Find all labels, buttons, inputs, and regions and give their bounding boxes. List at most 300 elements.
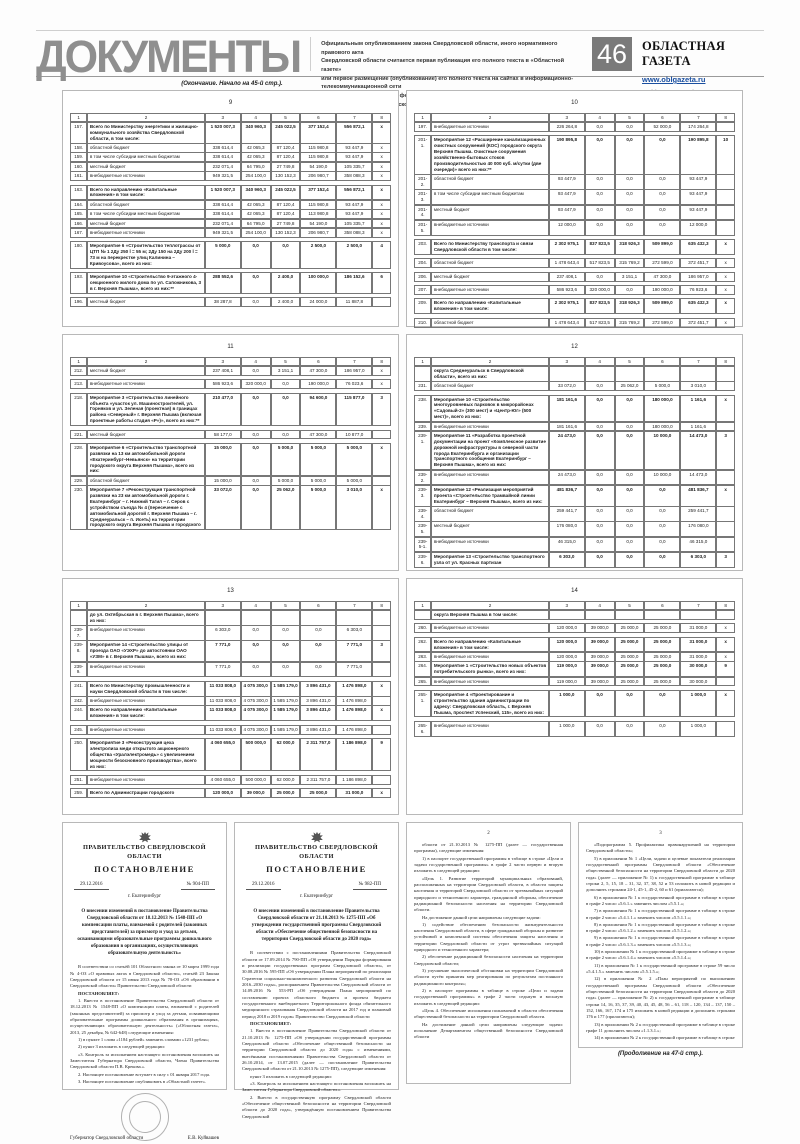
table-row (70, 443, 391, 476)
paragraph: 3) улучшение экологической обстановки на территории Свердловской области путём принятия мер реагирования по результатам постоянного радиационного контроля»; (414, 968, 563, 986)
table-cell: Всего по Администрации городского (87, 788, 204, 798)
table-cell: 4 (585, 357, 615, 367)
table-row (70, 662, 391, 678)
table-cell: 4 (585, 601, 615, 611)
table-row (414, 220, 735, 236)
table-cell: 7 771,0 (205, 662, 241, 678)
table-cell (585, 610, 615, 620)
table-cell: 226 264,8 (549, 122, 585, 132)
table-cell: 11 033 808,0 (205, 681, 241, 697)
table-cell: 76 923,6 (680, 285, 716, 295)
table-cell: 115 877,0 (336, 393, 372, 426)
table-cell: x (372, 788, 391, 798)
table-cell: 0,0 (644, 506, 680, 522)
table-cell: областной бюджет (431, 381, 548, 391)
newspaper-title: ОБЛАСТНАЯ ГАЗЕТА (642, 39, 726, 68)
table-cell: 180. (70, 241, 87, 269)
table-cell: x (372, 162, 391, 172)
budget-table-panel-14 (406, 578, 743, 815)
table-cell: 3 010,0 (680, 381, 716, 391)
table-cell: 204. (414, 258, 431, 268)
table-cell: областной бюджет (431, 174, 548, 190)
decree-place: г. Екатеринбург (127, 894, 162, 900)
table-cell: 338 614,4 (205, 143, 241, 153)
table-cell: 0,0 (585, 205, 615, 221)
table-cell: 8 (372, 113, 391, 123)
table-row (70, 625, 391, 641)
table-cell: 47 300,0 (644, 272, 680, 282)
table-cell: 181 161,6 (549, 395, 585, 423)
table-cell: 509 899,0 (644, 298, 680, 314)
table-cell: 0,0 (585, 220, 615, 236)
table-cell: 206 980,7 (300, 171, 336, 181)
table-row (414, 135, 735, 174)
table-cell: Мероприятие 6 «Строительство теплотрассы от ЦТП № 1 2Ду 250 l = 55 м; 2Ду 150 на 2Ду 200 l = 73 м на перекрестке улиц Калинина – Кривоусова», всего из них: (87, 241, 204, 269)
table-cell: 1 478 643,4 (549, 318, 585, 328)
table-cell: 0,0 (644, 521, 680, 537)
table-cell: 201-1. (414, 135, 431, 174)
table-cell: 239. (414, 422, 431, 432)
table-cell: 1 161,6 (680, 422, 716, 432)
table-cell (372, 430, 391, 440)
table-cell: 6 (644, 357, 680, 367)
table-row (414, 189, 735, 205)
table-cell: 0,0 (615, 395, 645, 423)
table-cell: 213. (70, 379, 87, 389)
paragraph: 13) в приложении № 2 к государственной программе в таблице в строке графе 11 дополнить числом «1.1.3.1.»; (586, 1021, 735, 1034)
table-cell: 190 000,0 (300, 379, 336, 389)
paragraph: ПОСТАНОВЛЯЕТ: (250, 1020, 292, 1026)
table-cell: 0,0 (300, 625, 336, 641)
table-cell: 42 065,3 (241, 143, 271, 153)
table-cell: 3 896 431,0 (300, 681, 336, 697)
table-cell: 556 872,1 (336, 185, 372, 201)
table-cell: внебюджетные источники (87, 725, 204, 735)
paragraph: 9) в приложении № 1 к государственной программе в таблице в строке в графе 2 число «5.6.1.3.» заменить числом «5.5.1.3.»; (586, 935, 735, 947)
table-cell: 0,0 (585, 521, 615, 537)
table-cell: 7 (336, 113, 372, 123)
table-row (70, 297, 391, 307)
table-cell: 0,0 (615, 690, 645, 718)
table-cell: 115 980,8 (300, 152, 336, 162)
table-cell: 0,0 (241, 241, 271, 269)
table-cell: 4 (241, 601, 271, 611)
table-cell: 87 120,4 (271, 209, 301, 219)
table-cell: 229. (70, 476, 87, 486)
paragraph: 2) пункт 3 изложить в следующей редакции: (78, 1044, 166, 1050)
table-cell: 24 473,0 (549, 470, 585, 486)
paragraph: 7) в приложении № 1 к государственной программе в таблице в строке в графе 2 число «5.4.1.1.» заменить числом «5.5.1.1.»; (586, 908, 735, 920)
paragraph: 5) в приложении № 1 «Цели, задачи и целевые показатели реализации государственной программы Свердловской области «Обеспечение общественной безопасности на территории Свердловской области до 2020 года» (далее — приложение № 1) к государственной программе в таблице строки 2, 5, 15, 18 – 31, 32, 37, 38, 52 и 53 изложить в новой редакции и дополнить строками 24-1, 45-1, 45-2, 60 и 61 (прилагаются); (586, 855, 735, 893)
paragraph: 3. Настоящее постановление опубликовать в «Областной газете». (78, 1078, 207, 1084)
table-cell: 239-5-1. (414, 537, 431, 553)
table-cell: 164. (70, 200, 87, 210)
table-cell: 265. (414, 677, 431, 687)
decree-number: № 982-ПП (353, 882, 387, 891)
table-cell: Мероприятие 11 «Разработка проектной документации на проект «Комплексное развитие дорожной инфраструктуры в северной части города Екатеринбурга и организации транспортного сообщения Екатеринбург – Верхняя Пышма», всего из них: (431, 431, 548, 470)
table-cell: 0,0 (615, 521, 645, 537)
table-cell: 0,0 (615, 537, 645, 553)
table-row (70, 228, 391, 238)
decree-org: ПРАВИТЕЛЬСТВО СВЕРДЛОВСКОЙ ОБЛАСТИ (254, 844, 379, 860)
table-cell: 239-1. (414, 431, 431, 470)
table-cell: Мероприятие 10 «Строительство 9-этажного 4-секционного жилого дома по ул. Сапожникова, 3 в г. Верхняя Пышма», всего из них:** (87, 272, 204, 294)
table-cell: 1 186 898,0 (336, 775, 372, 785)
table-cell: Мероприятие 3 «Реконструкция цеха электролиза меди открытого акционерного общества «Уралэлектромедь» с увеличением мощности безосновного производства», всего из них: (87, 738, 204, 771)
table-cell (716, 721, 735, 737)
table-cell: 1 585 179,0 (271, 705, 301, 721)
table-cell: 5 000,0 (271, 476, 301, 486)
table-cell (372, 610, 391, 626)
table-cell: 2 500,0 (336, 241, 372, 269)
table-cell: 837 823,5 (585, 298, 615, 314)
table-cell: x (716, 637, 735, 653)
table-cell: 239-4. (414, 506, 431, 522)
table-cell (372, 625, 391, 641)
table-cell (716, 220, 735, 236)
table-row (70, 366, 391, 376)
masthead-line: Свердловской области считается первая публикация его полного текста в «Областной газете» (321, 58, 565, 73)
table-cell: 25 000,0 (271, 788, 301, 798)
table-cell: внебюджетные источники (431, 537, 548, 553)
table-cell: 2 311 757,0 (300, 738, 336, 771)
table-cell: 160. (70, 162, 87, 172)
table-cell: внебюджетные источники (431, 721, 548, 737)
table-cell: 130 152,3 (271, 171, 301, 181)
paragraph: 1) содействие обеспечению безопасности жизнедеятельности населения Свердловской области, в сфере гражданской обороны и развитие устойчивой и комплексной системы обеспечения защиты населения и территории Свердловской области от угроз чрезвычайных ситуаций природного и техногенного характера; (414, 921, 563, 953)
table-cell: 25 000,0 (615, 661, 645, 677)
table-row (414, 298, 735, 314)
table-number: 12 (571, 344, 578, 350)
table-cell: 7 (680, 113, 716, 123)
table-cell: x (372, 219, 391, 229)
table-cell: 6 (644, 113, 680, 123)
table-cell: 39 000,0 (585, 677, 615, 687)
table-cell: 4 (241, 113, 271, 123)
table-cell: в том числе субсидии местным бюджетам (87, 209, 204, 219)
table-cell: 338 614,4 (205, 209, 241, 219)
table-cell: 0,0 (271, 393, 301, 426)
table-cell: 6 (300, 113, 336, 123)
paragraph: 6) в приложении № 1 к государственной программе в таблице в строке в графе 2 число «5.6.1.» заменить числом «5.5.1.»; (586, 894, 735, 906)
table-cell (372, 297, 391, 307)
table-cell: 0,0 (644, 485, 680, 507)
table-cell: 2 (431, 113, 548, 123)
table-cell: 159. (70, 152, 87, 162)
table-row (70, 788, 391, 798)
decree-place: г. Екатеринбург (299, 894, 334, 900)
table-cell: местный бюджет (87, 430, 204, 440)
page-number-badge: 46 (592, 37, 632, 71)
decree-date: 29.12.2016 (246, 882, 281, 891)
table-cell: 3 896 431,0 (300, 725, 336, 735)
table-cell: 0,0 (241, 393, 271, 426)
table-cell: 0,0 (644, 135, 680, 174)
table-cell: 210. (414, 318, 431, 328)
table-cell (716, 381, 735, 391)
table-cell: 0,0 (585, 395, 615, 423)
table-cell: 0,0 (585, 431, 615, 470)
table-cell: 176 080,0 (680, 521, 716, 537)
masthead-line: или первое размещение (опубликование) его полного текста на сайтах в информационно-телекоммуникационной сети (321, 75, 574, 91)
table-cell: 0,0 (615, 189, 645, 205)
paragraph: В соответствии с постановлениями Правительства Свердловской области от 17.09.2014 № 790-ПП «Об утверждении Порядка формирования и реализации государственных программ Свердловской области», от 30.08.2016 № 595-ПП «Об утверждении Плана мероприятий по реализации Стратегии социально-экономического развития Свердловской области на 2016–2030 годы», распоряжением Правительства Свердловской области от 14.09.2016 № 553-РП «Об утверждении Плана мероприятий по составлению проекта областного бюджета и проекта бюджета государственного внебюджетного Территориального фонда обязательного медицинского страхования Свердловской области на 2017 год и плановый период 2018 и 2019 годов» Правительство Свердловской области (242, 950, 391, 1019)
table-cell: 8 (716, 113, 735, 123)
table-cell (205, 610, 241, 626)
table-cell: 8 (716, 357, 735, 367)
table-cell: 7 (680, 357, 716, 367)
table-row (414, 366, 735, 382)
table-cell: 1 520 007,3 (205, 122, 241, 144)
table-cell: 5 000,0 (205, 241, 241, 269)
table-cell: 586 923,6 (205, 379, 241, 389)
table-cell: областной бюджет (431, 506, 548, 522)
table-cell: 3 (372, 640, 391, 662)
table-cell: 315 769,2 (615, 318, 645, 328)
continued-note: (Продолжение на 47-й стр.). (617, 1051, 704, 1057)
table-cell (716, 677, 735, 687)
table-cell: 120 000,0 (549, 623, 585, 633)
table-cell: 0,0 (271, 640, 301, 662)
table-cell: 2 400,0 (271, 297, 301, 307)
table-cell: 0,0 (585, 470, 615, 486)
table-cell: областной бюджет (87, 476, 204, 486)
column-page-number: 3 (659, 831, 662, 836)
table-cell: 245. (70, 725, 87, 735)
table-cell: 635 432,3 (680, 298, 716, 314)
table-cell: 1 476 898,0 (336, 725, 372, 735)
table-row (414, 239, 735, 255)
table-cell: 186 152,6 (336, 272, 372, 294)
table-cell: в том числе субсидии местным бюджетам (431, 189, 548, 205)
table-cell (716, 506, 735, 522)
table-cell: 12 000,0 (680, 220, 716, 236)
table-cell: 1 000,0 (680, 690, 716, 718)
table-cell: x (716, 690, 735, 718)
table-cell: 15 000,0 (205, 443, 241, 476)
table-cell: 837 823,5 (585, 239, 615, 255)
table-cell: 11 033 808,0 (205, 725, 241, 735)
table-cell: 0,0 (585, 721, 615, 737)
table-cell (716, 610, 735, 620)
table-cell: 2 500,0 (300, 241, 336, 269)
table-cell: 7 771,0 (205, 640, 241, 662)
table-cell: 165. (70, 209, 87, 219)
table-cell: 320 000,0 (241, 379, 271, 389)
table-cell: 6 303,0 (205, 625, 241, 641)
table-row (70, 485, 391, 530)
table-cell: 0,0 (585, 422, 615, 432)
table-cell: 7 (680, 601, 716, 611)
table-cell: Всего по направлению «Капитальные вложения» в том числе: (431, 298, 548, 314)
table-cell: 1 585 179,0 (271, 696, 301, 706)
table-cell: 2 (431, 601, 548, 611)
table-row (414, 623, 735, 633)
table-cell: 93 447,9 (549, 189, 585, 205)
table-cell: 0,0 (585, 485, 615, 507)
table-cell: 232 071,4 (205, 162, 241, 172)
table-cell: 197. (414, 122, 431, 132)
table-cell (549, 610, 585, 620)
table-cell: 500 000,0 (241, 775, 271, 785)
table-cell: 190 895,8 (549, 135, 585, 174)
table-cell (241, 610, 271, 626)
table-cell: 8 (372, 357, 391, 367)
table-cell: 244. (70, 705, 87, 721)
table-cell: 5 000,0 (300, 485, 336, 530)
table-cell: 1 585 179,0 (271, 681, 301, 697)
table-cell: 0,0 (241, 625, 271, 641)
table-cell: 0,0 (585, 122, 615, 132)
table-cell: x (372, 209, 391, 219)
table-cell: Мероприятие 3 «Строительство линейного объекта «участок ул. Машиностроителей, ул. Горняков и ул. Зеленая (проектная) в границах района «Северный» г. Верхняя Пышма (включая проектные работы стадия «Р»)», всего из них:** (87, 393, 204, 426)
table-cell: 157. (70, 122, 87, 144)
table-cell: 54 190,0 (300, 219, 336, 229)
table-cell: 4 075 300,0 (241, 725, 271, 735)
budget-table-panel-11 (62, 334, 399, 571)
table-cell: Мероприятие 4 «Проектирование и строительство здания администрации по адресу: Свердловская область, г. Верхняя Пышма, проспект Успенский, 115», всего из них: (431, 690, 548, 718)
paragraph: пункт 3 изложить в следующей редакции: (250, 1073, 333, 1079)
table-cell: 0,0 (615, 431, 645, 470)
table-cell: Всего по направлению «Капитальные вложения» в том числе: (431, 637, 548, 653)
table-cell: 0,0 (271, 241, 301, 269)
table-cell: 0,0 (644, 690, 680, 718)
table-cell: 39 000,0 (585, 637, 615, 653)
table-cell: 0,0 (615, 506, 645, 522)
table-cell: 1 (414, 113, 431, 123)
budget-table-panel-12 (406, 334, 743, 571)
section-title: ДОКУМЕНТЫ (36, 31, 301, 83)
paragraph: На достижение данной цели направлены следующие задачи: (422, 914, 541, 920)
table-cell: 6 303,0 (549, 552, 585, 568)
table-cell: 196. (70, 297, 87, 307)
table-cell: 6 (300, 601, 336, 611)
newspaper-url-link[interactable]: www.oblgazeta.ru (642, 75, 706, 84)
table-cell: 186 957,0 (680, 272, 716, 282)
table-cell: местный бюджет (87, 162, 204, 172)
table-cell: 0,0 (585, 552, 615, 568)
state-crest-icon (310, 831, 324, 842)
table-cell: 230. (70, 485, 87, 530)
table-cell: 46 315,0 (680, 537, 716, 553)
table-cell: 174 264,8 (680, 122, 716, 132)
table-cell: 2 302 975,1 (549, 298, 585, 314)
table-cell: 0,0 (615, 220, 645, 236)
table-cell: 39 000,0 (585, 652, 615, 662)
table-cell: 87 120,4 (271, 143, 301, 153)
decree-2 (234, 822, 399, 1119)
table-cell: 4 075 300,0 (241, 705, 271, 721)
table-cell: 39 000,0 (585, 623, 615, 633)
table-cell: 239-2. (414, 470, 431, 486)
table-cell: 2 (87, 601, 204, 611)
table-number: 11 (227, 344, 234, 350)
signature-role: Губернатор Свердловской области (70, 1136, 144, 1142)
table-cell: 232 071,4 (205, 219, 241, 229)
table-cell: 263. (414, 652, 431, 662)
table-cell: 25 000,0 (644, 677, 680, 687)
table-cell: 3 (549, 357, 585, 367)
table-cell: Мероприятие 1 «Строительство новых объектов потребительского рынка», всего из них: (431, 661, 548, 677)
table-cell: 1 476 898,0 (336, 681, 372, 697)
signature-name: Е.В. Куйвашев (187, 1136, 219, 1142)
table-cell: 52 000,0 (644, 122, 680, 132)
table-cell: 340 960,3 (241, 185, 271, 201)
table-cell: 4 (241, 357, 271, 367)
table-cell: 338 614,4 (205, 200, 241, 210)
table-cell: x (716, 272, 735, 282)
table-cell: 62 000,0 (271, 738, 301, 771)
table-cell: 0,0 (644, 189, 680, 205)
table-cell: 31 000,0 (680, 637, 716, 653)
table-row (414, 537, 735, 553)
table-cell: 0,0 (241, 430, 271, 440)
table-cell: 201-4. (414, 205, 431, 221)
table-cell: 586 923,6 (549, 285, 585, 295)
table-cell: x (372, 200, 391, 210)
table-row (70, 705, 391, 721)
table-cell: 239-5. (414, 521, 431, 537)
table-cell: 0,0 (615, 721, 645, 737)
table-cell: 949 321,5 (205, 228, 241, 238)
table-cell (549, 366, 585, 382)
table-cell: 9 (716, 661, 735, 677)
table-cell: 288 552,6 (205, 272, 241, 294)
table-cell: 239-9. (70, 662, 87, 678)
table-cell: 0,0 (615, 422, 645, 432)
table-cell: 250. (70, 738, 87, 771)
table-cell: 241. (70, 681, 87, 697)
table-cell: 1 (70, 357, 87, 367)
table-cell: 0,0 (585, 174, 615, 190)
table-cell: 120 000,0 (549, 652, 585, 662)
paragraph: «3. Контроль за исполнением настоящего постановления возложить на Заместителя Губернатора Свердловской области, Члена Правительства Свердловской области П.В. Крекова.». (70, 1051, 219, 1070)
table-cell (414, 366, 431, 382)
table-cell: 0,0 (615, 285, 645, 295)
table-cell: 5 000,0 (300, 443, 336, 476)
table-cell (615, 366, 645, 382)
table-cell: 206. (414, 272, 431, 282)
table-cell: Всего по Министерству транспорта и связи Свердловской области в том числе: (431, 239, 548, 255)
table-row (70, 610, 391, 626)
table-row (414, 205, 735, 221)
table-cell: 25 062,0 (615, 381, 645, 391)
paragraph: «Подпрограмма 5. Профилактика правонарушений на территории Свердловской области»; (586, 841, 735, 854)
table-cell: 221. (70, 430, 87, 440)
table-cell: 0,0 (241, 640, 271, 662)
table-cell: 39 000,0 (585, 661, 615, 677)
table-cell: 7 771,0 (336, 640, 372, 662)
table-cell: 176 080,0 (549, 521, 585, 537)
table-cell: 25 000,0 (644, 637, 680, 653)
table-cell: 509 899,0 (644, 239, 680, 255)
table-cell: 5 000,0 (300, 476, 336, 486)
table-cell: 120 000,0 (205, 788, 241, 798)
table-cell (615, 610, 645, 620)
table-cell: 15 000,0 (205, 476, 241, 486)
table-cell: 130 152,3 (271, 228, 301, 238)
table-cell: 239-8. (70, 640, 87, 662)
table-row (414, 552, 735, 568)
paragraph: 8) в приложении № 1 к государственной программе в таблице в строке в графе 2 число «5.6.1.2.» заменить числом «5.5.1.2.»; (586, 921, 735, 934)
table-cell: 338 614,4 (205, 152, 241, 162)
table-cell: 25 000,0 (644, 661, 680, 677)
table-cell: местный бюджет (431, 272, 548, 282)
table-cell: 1 (70, 113, 87, 123)
table-cell: 190 000,0 (644, 285, 680, 295)
table-cell: 64 795,0 (241, 162, 271, 172)
table-cell: Мероприятие 14 «Строительство улицы от проезда ОАО «УЭХР» до автостоянки ОАО «УЗМ» в г. Верхняя Пышма», всего из них: (87, 640, 204, 662)
